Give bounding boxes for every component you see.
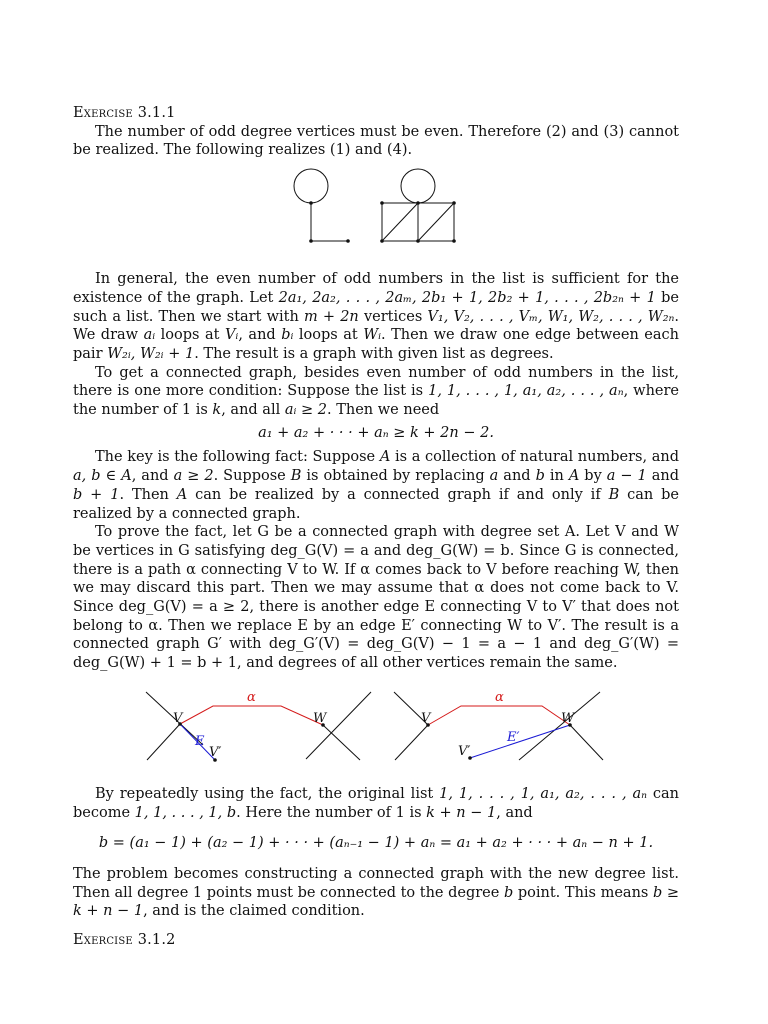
ladder-diag-2 (418, 203, 454, 241)
paragraph-conclusion: The problem becomes constructing a connected graph with the new degree list. Then all degree 1 points must be connected to the degree b point. This means b ≥ k + n − 1, and is the claimed condition. (73, 865, 680, 920)
vertex (416, 201, 420, 205)
graph-figure-svg (73, 166, 679, 270)
loop-left (294, 169, 328, 203)
paragraph-intro: The number of odd degree vertices must be even. Therefore (2) and (3) cannot be realized. The following realizes (1) and (4). (73, 123, 679, 159)
figure-degree-graphs (73, 166, 679, 270)
label-Vprime-left: V′ (209, 744, 222, 760)
left-cross-v-2 (147, 724, 180, 760)
label-Vprime-right: V′ (458, 743, 471, 759)
display-equation-1: a₁ + a₂ + · · · + aₙ ≥ k + 2n − 2. (258, 424, 494, 441)
page-content (73, 104, 679, 950)
right-cross-w-1 (519, 692, 600, 760)
exercise-heading-3-1-2: Exercise 3.1.2 (73, 932, 176, 949)
vertex (452, 239, 456, 243)
display-equation-2: b = (a₁ − 1) + (a₂ − 1) + · · · + (aₙ₋₁ − 1) + aₙ = a₁ + a₂ + · · · + aₙ − n + 1. (98, 835, 654, 852)
label-Eprime-right: E′ (507, 729, 520, 745)
paragraph-proof: To prove the fact, let G be a connected graph with degree set A. Let V and W be vertices in G satisfying deg_G(V) = a and deg_G(W) = b. Since G is connected, there is a path α connecting V to W. If α comes back to V before reaching W, then we may discard this part. Then we may assume that α does not come back to V. Since deg_G(V) = a ≥ 2, there is another edge E connecting V to V′ that does not belong to α. Then we replace E by an edge E′ connecting W to V′. The result is a connected graph G′ with deg_G′(V) = deg_G(V) − 1 = a − 1 and deg_G′(W) = deg_G(W) + 1 = b + 1, and degrees of all other vertices remain the same. (73, 524, 679, 672)
ladder-diag-1 (382, 203, 418, 241)
loop-right (401, 169, 435, 203)
label-alpha-right: α (495, 689, 504, 705)
edge-replacement-svg (73, 689, 679, 773)
vertex (309, 201, 313, 205)
label-W-left: W (313, 710, 327, 726)
vertex (380, 201, 384, 205)
paragraph-general: In general, the even number of odd numbers in the list is sufficient for the existence of the graph. Let 2a₁, 2a₂, . . . , 2aₘ, 2b₁ + 1, 2b₂ + 1, . . . , 2b₂ₙ + 1 be such a list. Then we start with m + 2n vertices V₁, V₂, . . . , Vₘ, W₁, W₂, . . . , W₂ₙ. We draw aᵢ loops at Vᵢ, and bᵢ loops at Wᵢ. Then we draw one edge between each pair W₂ᵢ, W₂ᵢ + 1. The result is a graph with given list as degrees. (73, 271, 680, 362)
label-W-right: W (561, 710, 575, 726)
vertex (416, 239, 420, 243)
left-path-alpha (180, 706, 323, 725)
paragraph-key-fact: The key is the following fact: Suppose A is a collection of natural numbers, and a, b ∈ A, and a ≥ 2. Suppose B is obtained by replacing a and b in A by a − 1 and b + 1. Then A can be realized by a connected graph if and only if B can be realized by a connected graph. (73, 449, 680, 522)
vertex (346, 239, 350, 243)
figure-edge-replacement (73, 689, 679, 773)
vertex (309, 239, 313, 243)
label-V-right: V (421, 710, 431, 726)
right-edge-Eprime (470, 725, 570, 758)
right-cross-v-2 (395, 725, 428, 760)
left-cross-w-2 (324, 726, 360, 760)
paragraph-repeat: By repeatedly using the fact, the original list 1, 1, . . . , 1, a₁, a₂, . . . , aₙ can become 1, 1, . . . , 1, b. Here the number of 1 is k + n − 1, and (73, 785, 679, 821)
exercise-heading-3-1-1: Exercise 3.1.1 (73, 105, 176, 121)
right-path-alpha (428, 706, 570, 725)
paragraph-connected: To get a connected graph, besides even number of odd numbers in the list, there is one more condition: Suppose the list is 1, 1, . . . , 1, a₁, a₂, . . . , aₙ, where the number of 1 is k, and all aᵢ ≥ 2. Then we need (73, 364, 680, 419)
label-alpha-left: α (247, 689, 256, 705)
label-E-left: E (195, 733, 205, 749)
label-V-left: V (173, 710, 183, 726)
vertex (452, 201, 456, 205)
right-cross-w-2 (570, 725, 603, 760)
vertex (380, 239, 384, 243)
